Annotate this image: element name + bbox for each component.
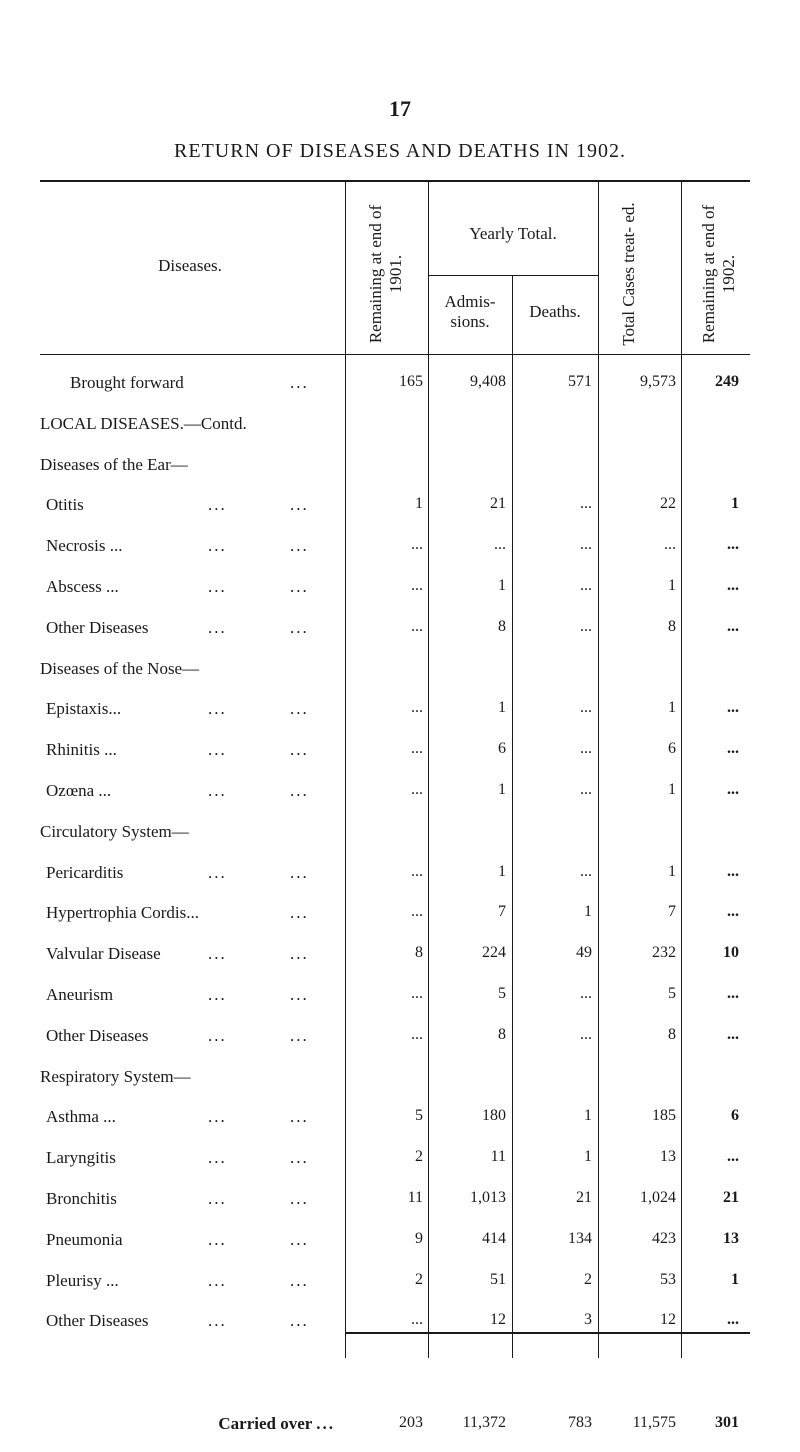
table-cell-total: 12 xyxy=(660,1311,676,1328)
row-label xyxy=(46,577,309,597)
table-cell-deaths: ... xyxy=(580,495,592,512)
row-label-text: Diseases of the Nose— xyxy=(40,659,200,678)
table-top-rule xyxy=(40,180,750,182)
carried-over-text: Carried over xyxy=(218,1414,312,1433)
table-cell-deaths: 49 xyxy=(576,944,592,961)
leader-dots: ... xyxy=(290,1148,309,1167)
table-cell-r1902: ... xyxy=(727,781,739,798)
row-label-text: Circulatory System— xyxy=(40,822,189,841)
table-cell-r1902: 1 xyxy=(731,1271,739,1288)
table-cell-r1902: 249 xyxy=(715,373,739,390)
leader-dots: ... xyxy=(290,863,309,882)
row-label xyxy=(46,903,309,923)
leader-dots-extra: ... xyxy=(208,1026,227,1045)
table-cell-deaths: ... xyxy=(580,536,592,553)
leader-dots-extra: ... xyxy=(208,985,227,1004)
table-cell-r1901: ... xyxy=(411,1311,423,1328)
table-cell-r1902: ... xyxy=(727,618,739,635)
table-cell-adm: 1,013 xyxy=(470,1189,506,1206)
carried-over-label xyxy=(130,1414,335,1434)
table-cell-total: 1 xyxy=(668,863,676,880)
carried-total: 11,575 xyxy=(632,1414,676,1431)
header-bottom-rule xyxy=(40,354,750,355)
yearly-subheader-rule xyxy=(428,275,598,276)
table-cell-deaths: ... xyxy=(580,985,592,1002)
section-heading xyxy=(40,659,199,679)
leader-dots: ... xyxy=(290,944,309,963)
table-cell-r1902: 6 xyxy=(731,1107,739,1124)
table-cell-r1902: 1 xyxy=(731,495,739,512)
leader-dots: ... xyxy=(290,1189,309,1208)
header-admissions: Admis- sions. xyxy=(444,292,496,331)
table-cell-r1902: ... xyxy=(727,863,739,880)
section-heading xyxy=(40,1067,191,1087)
carried-remaining-1902: 301 xyxy=(715,1414,739,1431)
row-label-text: LOCAL DISEASES.—Contd. xyxy=(40,414,247,433)
leader-dots: ... xyxy=(290,1230,309,1249)
leader-dots-extra: ... xyxy=(208,1107,227,1126)
table-cell-total: 1 xyxy=(668,781,676,798)
row-label-text: Abscess ... xyxy=(46,577,119,596)
table-cell-r1901: ... xyxy=(411,863,423,880)
table-cell-r1902: ... xyxy=(727,1311,739,1328)
table-cell-deaths: ... xyxy=(580,863,592,880)
row-label-text: Bronchitis xyxy=(46,1189,117,1208)
carried-deaths: 783 xyxy=(568,1414,592,1431)
row-label xyxy=(46,1026,309,1046)
table-cell-total: 1,024 xyxy=(640,1189,676,1206)
leader-dots: ... xyxy=(290,1311,309,1330)
page-title: RETURN OF DISEASES AND DEATHS IN 1902. xyxy=(174,140,626,162)
table-cell-total: 22 xyxy=(660,495,676,512)
table-cell-total: 7 xyxy=(668,903,676,920)
table-cell-total: 6 xyxy=(668,740,676,757)
table-cell-deaths: 1 xyxy=(584,1148,592,1165)
row-label-text: Respiratory System— xyxy=(40,1067,191,1086)
table-cell-total: 5 xyxy=(668,985,676,1002)
row-label-text: Diseases of the Ear— xyxy=(40,455,188,474)
row-label-text: Valvular Disease xyxy=(46,944,161,963)
table-cell-adm: 1 xyxy=(498,577,506,594)
row-label-text: Pericarditis xyxy=(46,863,124,882)
table-cell-adm: 1 xyxy=(498,699,506,716)
table-cell-total: 8 xyxy=(668,618,676,635)
table-cell-r1901: ... xyxy=(411,985,423,1002)
table-cell-r1902: ... xyxy=(727,1026,739,1043)
table-cell-total: 1 xyxy=(668,699,676,716)
table-cell-r1901: ... xyxy=(411,577,423,594)
table-cell-adm: 8 xyxy=(498,1026,506,1043)
table-cell-deaths: 1 xyxy=(584,1107,592,1124)
row-label xyxy=(46,1148,309,1168)
table-cell-r1902: ... xyxy=(727,740,739,757)
table-cell-deaths: 134 xyxy=(568,1230,592,1247)
table-cell-adm: 12 xyxy=(490,1311,506,1328)
table-cell-adm: 224 xyxy=(482,944,506,961)
table-cell-total: 8 xyxy=(668,1026,676,1043)
table-cell-deaths: ... xyxy=(580,781,592,798)
table-cell-r1901: ... xyxy=(411,740,423,757)
row-label xyxy=(46,781,309,801)
leader-dots: ... xyxy=(290,699,309,718)
table-cell-deaths: ... xyxy=(580,1026,592,1043)
row-label-text: Asthma ... xyxy=(46,1107,116,1126)
leader-dots: ... xyxy=(290,373,309,392)
col-rule-4 xyxy=(598,180,599,1358)
section-heading xyxy=(40,822,189,842)
row-label-text: Laryngitis xyxy=(46,1148,116,1167)
row-label xyxy=(46,536,309,556)
table-cell-adm: 9,408 xyxy=(470,373,506,390)
table-cell-r1901: 5 xyxy=(415,1107,423,1124)
table-cell-deaths: 1 xyxy=(584,903,592,920)
carried-admissions: 11,372 xyxy=(462,1414,506,1431)
leader-dots-extra: ... xyxy=(208,1230,227,1249)
row-label-text: Pleurisy ... xyxy=(46,1271,119,1290)
table-cell-r1901: 1 xyxy=(415,495,423,512)
table-cell-r1902: ... xyxy=(727,536,739,553)
leader-dots-extra: ... xyxy=(208,1311,227,1330)
leader-dots: ... xyxy=(290,1271,309,1290)
table-cell-adm: 1 xyxy=(498,781,506,798)
table-cell-r1901: 9 xyxy=(415,1230,423,1247)
leader-dots-extra: ... xyxy=(208,1148,227,1167)
table-cell-deaths: ... xyxy=(580,699,592,716)
table-cell-adm: 21 xyxy=(490,495,506,512)
leader-dots-extra: ... xyxy=(208,944,227,963)
table-cell-adm: 8 xyxy=(498,618,506,635)
table-cell-r1901: ... xyxy=(411,1026,423,1043)
leader-dots: ... xyxy=(290,1107,309,1126)
table-cell-adm: ... xyxy=(494,536,506,553)
row-label xyxy=(46,1107,309,1127)
row-label-text: Ozœna ... xyxy=(46,781,112,800)
table-cell-r1901: ... xyxy=(411,903,423,920)
row-label xyxy=(46,740,309,760)
leader-dots: ... xyxy=(290,618,309,637)
table-cell-r1902: ... xyxy=(727,577,739,594)
table-cell-deaths: 21 xyxy=(576,1189,592,1206)
row-label-text: Brought forward xyxy=(70,373,184,392)
table-cell-r1902: ... xyxy=(727,985,739,1002)
header-diseases: Diseases. xyxy=(158,256,222,275)
col-rule-1 xyxy=(345,180,346,1358)
leader-dots: ... xyxy=(290,985,309,1004)
table-cell-adm: 414 xyxy=(482,1230,506,1247)
header-total-cases: Total Cases treat- ed. xyxy=(619,202,638,346)
table-cell-deaths: 3 xyxy=(584,1311,592,1328)
table-cell-r1901: 11 xyxy=(407,1189,423,1206)
row-label xyxy=(70,373,309,393)
row-label-text: Hypertrophia Cordis... xyxy=(46,903,199,922)
row-label xyxy=(46,1230,309,1250)
leader-dots-extra: ... xyxy=(208,699,227,718)
header-deaths: Deaths. xyxy=(529,302,581,321)
row-label xyxy=(46,944,309,964)
row-label xyxy=(46,1189,309,1209)
row-label-text: Otitis xyxy=(46,495,84,514)
header-yearly-total: Yearly Total. xyxy=(469,224,557,243)
table-cell-r1901: ... xyxy=(411,781,423,798)
row-label xyxy=(46,1311,309,1331)
table-cell-r1901: ... xyxy=(411,618,423,635)
table-cell-deaths: ... xyxy=(580,740,592,757)
table-cell-total: 1 xyxy=(668,577,676,594)
table-cell-adm: 51 xyxy=(490,1271,506,1288)
table-cell-adm: 5 xyxy=(498,985,506,1002)
row-label xyxy=(46,863,309,883)
col-rule-5 xyxy=(681,180,682,1358)
table-cell-r1901: 165 xyxy=(399,373,423,390)
leader-dots-extra: ... xyxy=(208,577,227,596)
row-label xyxy=(46,618,309,638)
row-label-text: Rhinitis ... xyxy=(46,740,117,759)
section-heading xyxy=(40,414,247,434)
row-label-text: Other Diseases xyxy=(46,1026,149,1045)
leader-dots: ... xyxy=(290,495,309,514)
table-cell-r1902: ... xyxy=(727,1148,739,1165)
table-cell-r1901: 8 xyxy=(415,944,423,961)
leader-dots-extra: ... xyxy=(208,740,227,759)
carried-over-dots: ... xyxy=(316,1414,335,1433)
leader-dots: ... xyxy=(290,740,309,759)
table-cell-adm: 180 xyxy=(482,1107,506,1124)
row-label xyxy=(46,495,309,515)
col-rule-2 xyxy=(428,180,429,1358)
table-cell-adm: 1 xyxy=(498,863,506,880)
table-cell-adm: 11 xyxy=(490,1148,506,1165)
row-label-text: Aneurism xyxy=(46,985,114,1004)
table-cell-r1901: 2 xyxy=(415,1148,423,1165)
row-label-text: Necrosis ... xyxy=(46,536,123,555)
table-cell-deaths: ... xyxy=(580,618,592,635)
leader-dots-extra: ... xyxy=(208,618,227,637)
table-cell-adm: 6 xyxy=(498,740,506,757)
leader-dots-extra: ... xyxy=(208,536,227,555)
table-cell-deaths: 2 xyxy=(584,1271,592,1288)
leader-dots: ... xyxy=(290,577,309,596)
table-cell-r1902: 21 xyxy=(723,1189,739,1206)
row-label-text: Other Diseases xyxy=(46,1311,149,1330)
table-cell-total: 232 xyxy=(652,944,676,961)
table-cell-r1901: 2 xyxy=(415,1271,423,1288)
carried-remaining-1901: 203 xyxy=(399,1414,423,1431)
leader-dots: ... xyxy=(290,903,309,922)
table-cell-r1901: ... xyxy=(411,536,423,553)
header-remaining-1901: Remaining at end of 1901. xyxy=(366,204,405,344)
leader-dots-extra: ... xyxy=(208,495,227,514)
table-cell-total: 185 xyxy=(652,1107,676,1124)
table-cell-total: 9,573 xyxy=(640,373,676,390)
carried-top-rule xyxy=(345,1332,750,1334)
leader-dots-extra: ... xyxy=(208,1271,227,1290)
row-label-text: Other Diseases xyxy=(46,618,149,637)
leader-dots-extra: ... xyxy=(208,781,227,800)
table-cell-r1902: 10 xyxy=(723,944,739,961)
row-label-text: Pneumonia xyxy=(46,1230,123,1249)
table-cell-total: 53 xyxy=(660,1271,676,1288)
header-remaining-1902: Remaining at end of 1902. xyxy=(699,204,738,344)
table-cell-r1901: ... xyxy=(411,699,423,716)
table-cell-r1902: 13 xyxy=(723,1230,739,1247)
table-cell-total: ... xyxy=(664,536,676,553)
section-heading xyxy=(40,455,188,475)
row-label xyxy=(46,985,309,1005)
leader-dots-extra: ... xyxy=(208,863,227,882)
table-cell-deaths: ... xyxy=(580,577,592,594)
row-label xyxy=(46,1271,309,1291)
leader-dots: ... xyxy=(290,536,309,555)
page-number: 17 xyxy=(389,96,411,121)
table-cell-total: 423 xyxy=(652,1230,676,1247)
leader-dots-extra: ... xyxy=(208,1189,227,1208)
table-cell-total: 13 xyxy=(660,1148,676,1165)
table-cell-r1902: ... xyxy=(727,903,739,920)
leader-dots: ... xyxy=(290,781,309,800)
table-cell-r1902: ... xyxy=(727,699,739,716)
leader-dots: ... xyxy=(290,1026,309,1045)
table-cell-adm: 7 xyxy=(498,903,506,920)
row-label xyxy=(46,699,309,719)
row-label-text: Epistaxis... xyxy=(46,699,122,718)
table-cell-deaths: 571 xyxy=(568,373,592,390)
